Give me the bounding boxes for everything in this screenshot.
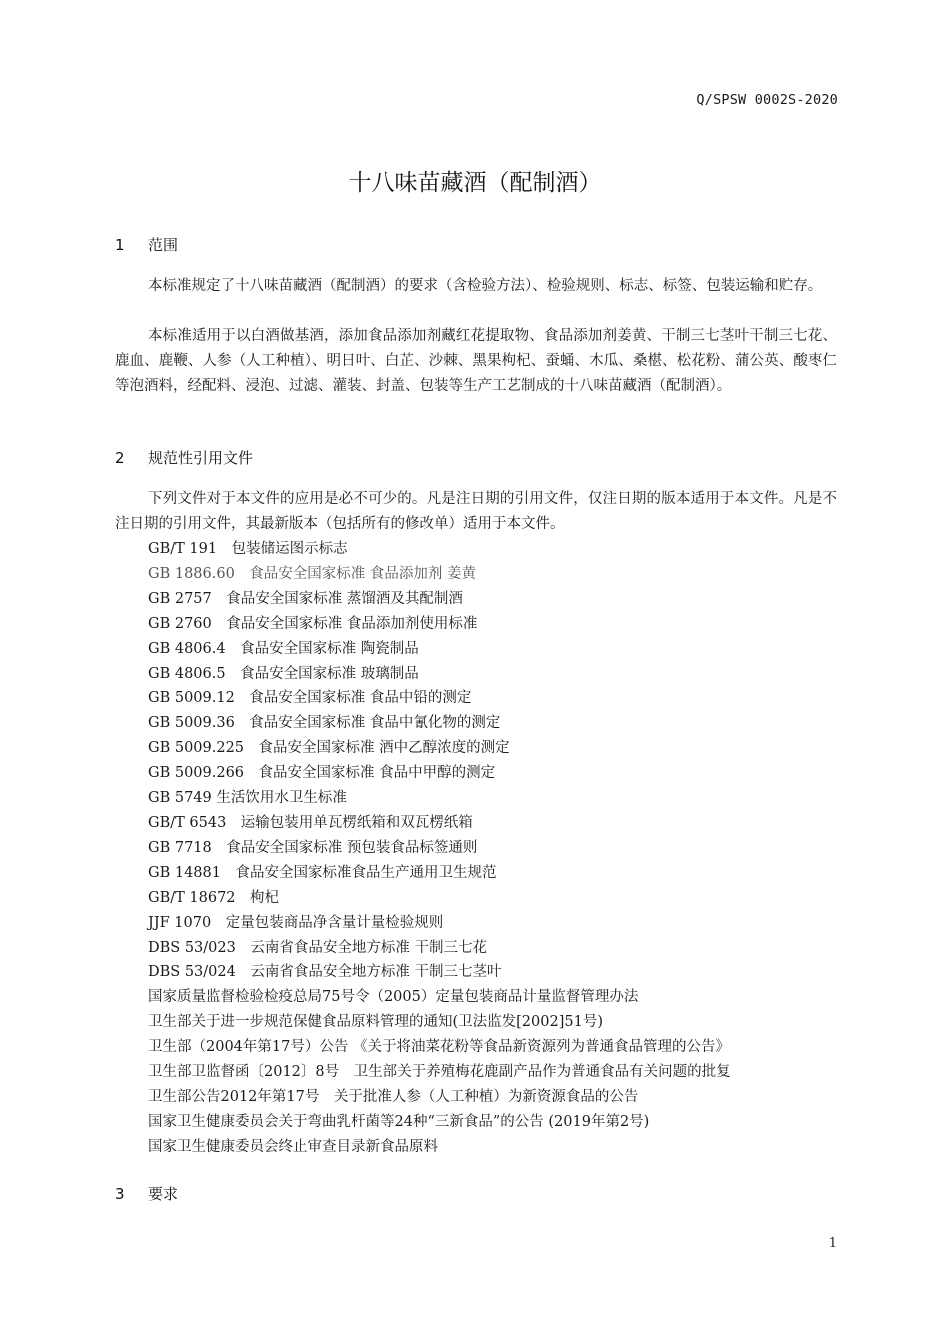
reference-item: 国家质量监督检验检疫总局75号令（2005）定量包装商品计量监督管理办法 <box>148 989 639 1006</box>
reference-item: GB 14881 食品安全国家标准食品生产通用卫生规范 <box>148 864 497 881</box>
reference-list <box>148 537 731 1160</box>
reference-item: GB/T 191 包装储运图示标志 <box>148 541 348 557</box>
reference-item: GB 4806.5 食品安全国家标准 玻璃制品 <box>148 665 419 682</box>
section-number: 1 <box>115 236 125 254</box>
reference-item: GB 4806.4 食品安全国家标准 陶瓷制品 <box>148 640 419 657</box>
reference-item: GB 2760 食品安全国家标准 食品添加剂使用标准 <box>148 615 478 632</box>
reference-item: 卫生部卫监督函〔2012〕8号 卫生部关于养殖梅花鹿副产品作为普通食品有关问题的批复 <box>148 1064 731 1081</box>
reference-item: GB 2757 食品安全国家标准 蒸馏酒及其配制酒 <box>148 590 463 607</box>
document-title: 十八味苗藏酒（配制酒） <box>348 170 602 196</box>
section-title: 范围 <box>148 236 179 254</box>
reference-item: DBS 53/023 云南省食品安全地方标准 干制三七花 <box>148 939 487 956</box>
reference-item: 卫生部公告2012年第17号 关于批准人参（人工种植）为新资源食品的公告 <box>148 1088 639 1105</box>
references-intro: 下列文件对于本文件的应用是必不可少的。凡是注日期的引用文件，仅注日期的版本适用于本文件。凡是不注日期的引用文件，其最新版本（包括所有的修改单）适用于本文件。 <box>115 491 837 532</box>
reference-item: GB/T 18672 枸杞 <box>148 889 280 906</box>
reference-item: 国家卫生健康委员会终止审查目录新食品原料 <box>148 1138 438 1155</box>
reference-item: GB 5009.36 食品安全国家标准 食品中氰化物的测定 <box>148 715 501 732</box>
reference-item: GB 1886.60 食品安全国家标准 食品添加剂 姜黄 <box>148 565 477 582</box>
reference-item: 卫生部关于进一步规范保健食品原料管理的通知(卫法监发[2002]51号) <box>148 1014 603 1031</box>
reference-item: DBS 53/024 云南省食品安全地方标准 干制三七茎叶 <box>148 964 502 981</box>
reference-item: GB 5009.12 食品安全国家标准 食品中铅的测定 <box>148 690 472 707</box>
scope-paragraph-2: 本标准适用于以白酒做基酒，添加食品添加剂藏红花提取物、食品添加剂姜黄、干制三七茎叶干制三七花、鹿血、鹿鞭、人参（人工种植）、明日叶、白芷、沙棘、黑果枸杞、蚕蛹、木瓜、桑椹、松花粉、蒲公英、酸枣仁等泡酒料，经配料、浸泡、过滤、灌装、封盖、包装等生产工艺制成的十八味苗藏酒（配制酒）。 <box>115 328 837 394</box>
section-heading-normative-references <box>115 447 253 468</box>
section-heading-requirements <box>115 1183 178 1204</box>
document-code: Q/SPSW 0002S-2020 <box>696 92 838 108</box>
reference-item: GB 5009.225 食品安全国家标准 酒中乙醇浓度的测定 <box>148 740 510 757</box>
reference-item: GB/T 6543 运输包装用单瓦楞纸箱和双瓦楞纸箱 <box>148 814 473 831</box>
page-number: 1 <box>828 1236 837 1251</box>
reference-item: 国家卫生健康委员会关于弯曲乳杆菌等24种“三新食品”的公告 (2019年第2号) <box>148 1113 650 1130</box>
reference-item: GB 5009.266 食品安全国家标准 食品中甲醇的测定 <box>148 765 496 782</box>
section-heading-scope <box>115 234 178 255</box>
scope-paragraph-1: 本标准规定了十八味苗藏酒（配制酒）的要求（含检验方法）、检验规则、标志、标签、包装运输和贮存。 <box>148 278 823 294</box>
section-title: 要求 <box>148 1185 179 1203</box>
reference-item: 卫生部（2004年第17号）公告 《关于将油菜花粉等食品新资源列为普通食品管理的公告》 <box>148 1039 730 1056</box>
reference-item: GB 7718 食品安全国家标准 预包装食品标签通则 <box>148 839 478 856</box>
reference-item: GB 5749 生活饮用水卫生标准 <box>148 790 347 807</box>
section-title: 规范性引用文件 <box>148 449 254 467</box>
section-number: 3 <box>115 1185 125 1203</box>
section-number: 2 <box>115 449 125 467</box>
reference-item: JJF 1070 定量包装商品净含量计量检验规则 <box>148 914 444 931</box>
